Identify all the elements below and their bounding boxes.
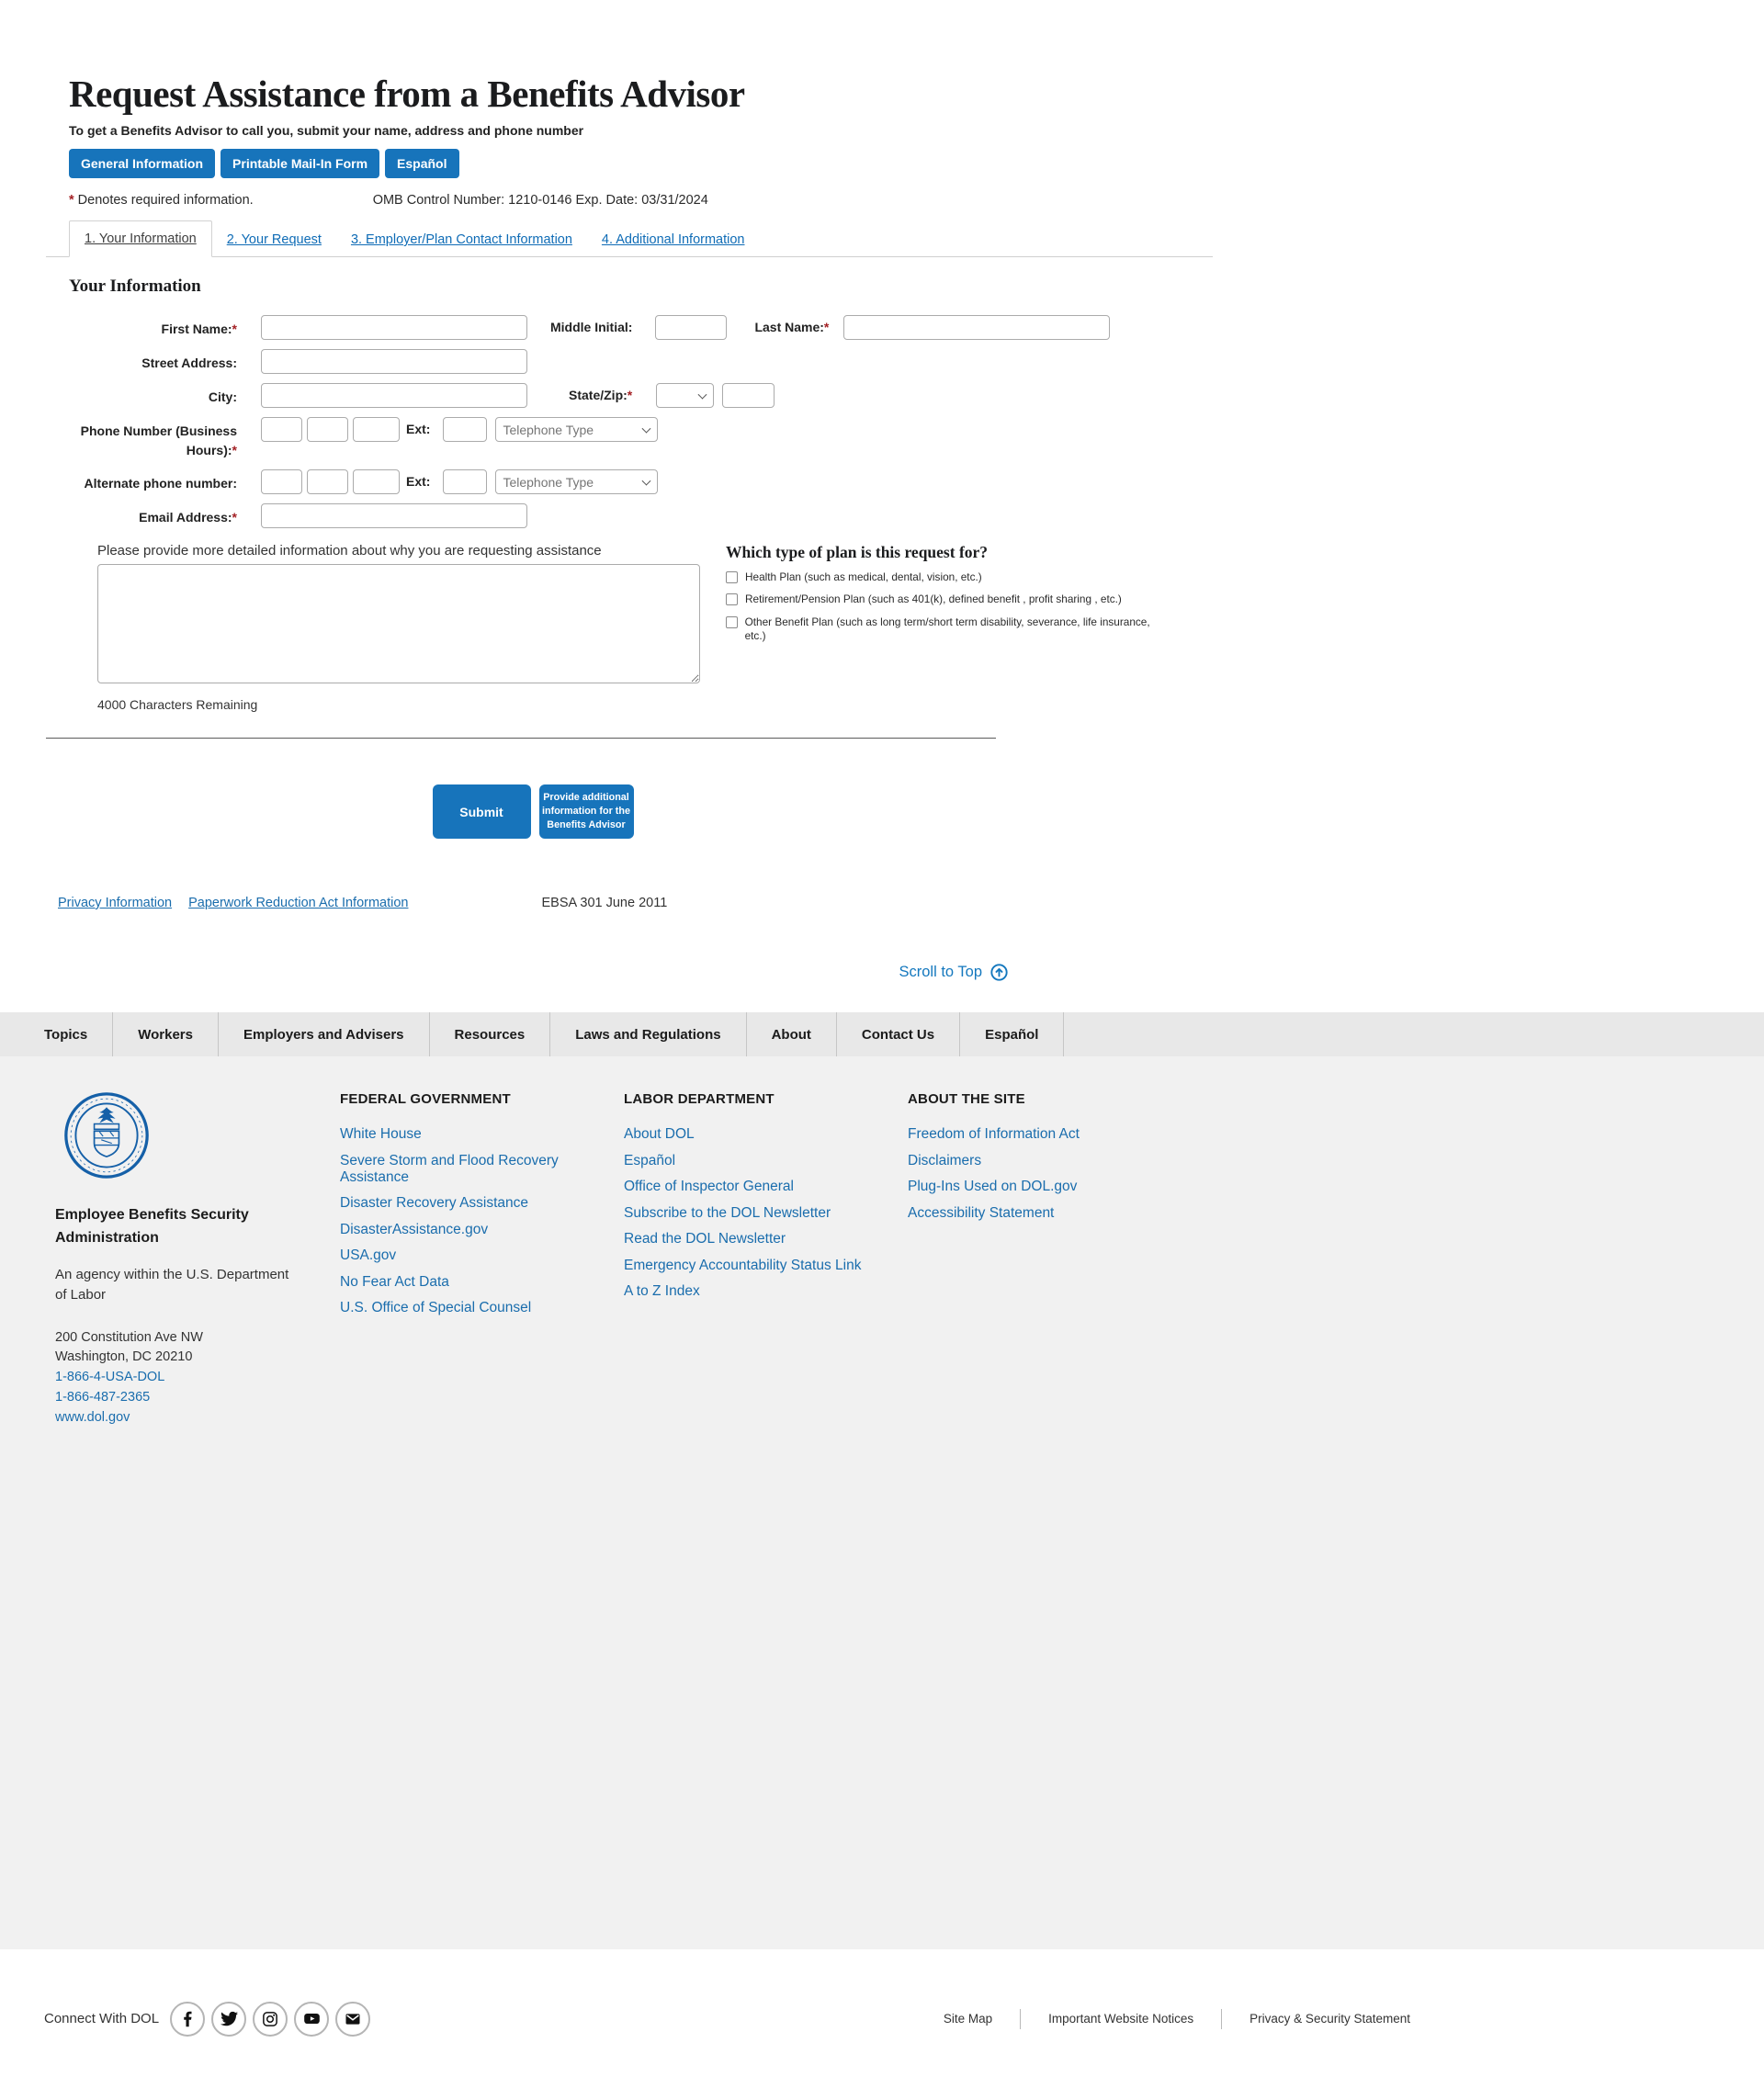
alt-phone-prefix-field[interactable] [307, 469, 348, 494]
email-label: Email Address:* [139, 510, 237, 525]
scroll-to-top-label: Scroll to Top [899, 964, 982, 980]
link-accessibility-statement[interactable]: Accessibility Statement [908, 1204, 1055, 1221]
footer-nav-espanol[interactable]: Español [960, 1012, 1064, 1056]
link-white-house[interactable]: White House [340, 1126, 422, 1142]
required-asterisk: * [232, 443, 237, 457]
agency-column [55, 1091, 296, 1428]
middle-initial-label: Middle Initial: [550, 320, 633, 334]
required-asterisk: * [69, 193, 74, 208]
espanol-button[interactable]: Español [385, 149, 458, 178]
name-row [69, 315, 1222, 340]
footer-nav-contact-us[interactable]: Contact Us [837, 1012, 960, 1056]
scroll-to-top-row [69, 964, 1008, 981]
phone-area-field[interactable] [261, 417, 302, 442]
tab-employer-plan-contact-link[interactable]: 3. Employer/Plan Contact Information [350, 232, 572, 247]
retirement-plan-checkbox[interactable] [726, 593, 738, 605]
facebook-icon[interactable] [170, 2002, 205, 2037]
scroll-to-top-link[interactable] [899, 964, 1009, 981]
required-note: Denotes required information. [77, 193, 254, 208]
link-espanol[interactable]: Español [624, 1152, 676, 1168]
page-title: Request Assistance from a Benefits Advisor [69, 73, 745, 115]
agency-address [55, 1328, 296, 1428]
tab-your-request[interactable] [212, 222, 336, 257]
arrow-up-circle-icon [990, 964, 1008, 981]
alternate-phone-row [69, 469, 1222, 494]
other-benefit-plan-checkbox[interactable] [726, 616, 738, 628]
link-office-special-counsel[interactable]: U.S. Office of Special Counsel [340, 1300, 532, 1315]
email-icon[interactable] [335, 2002, 370, 2037]
first-name-field[interactable] [261, 315, 527, 340]
footer-bottom-strip [0, 1949, 1764, 2088]
tab-employer-plan-contact[interactable] [336, 222, 587, 257]
retirement-plan-label: Retirement/Pension Plan (such as 401(k), defined benefit , profit sharing , etc.) [745, 593, 1122, 606]
agency-name: Employee Benefits Security Administration [55, 1207, 249, 1246]
divider [1221, 2009, 1222, 2029]
general-information-button[interactable]: General Information [69, 149, 215, 178]
footer-nav-laws-regulations[interactable]: Laws and Regulations [550, 1012, 746, 1056]
footer-legal-links [944, 2009, 1410, 2029]
tab-additional-information-link[interactable]: 4. Additional Information [601, 232, 745, 247]
health-plan-checkbox[interactable] [726, 571, 738, 583]
state-select[interactable] [656, 383, 714, 408]
printable-mail-in-form-button[interactable]: Printable Mail-In Form [220, 149, 379, 178]
health-plan-label: Health Plan (such as medical, dental, vision, etc.) [745, 570, 982, 583]
alt-phone-type-select[interactable] [495, 469, 658, 494]
federal-government-heading: FEDERAL GOVERNMENT [340, 1091, 511, 1107]
address-line-1: 200 Constitution Ave NW [55, 1329, 203, 1345]
street-address-row [69, 349, 1222, 374]
footer-nav [0, 1012, 1764, 1056]
link-severe-storm-flood-recovery[interactable]: Severe Storm and Flood Recovery Assistance [340, 1152, 559, 1185]
instagram-icon[interactable] [253, 2002, 288, 2037]
footer-nav-employers-advisers[interactable]: Employers and Advisers [219, 1012, 430, 1056]
required-note-row [69, 193, 1222, 208]
tab-your-information-link[interactable]: 1. Your Information [85, 231, 197, 246]
required-asterisk: * [627, 388, 633, 402]
plan-type-panel [726, 543, 1158, 688]
characters-remaining: 4000 Characters Remaining [97, 697, 258, 712]
alt-phone-area-field[interactable] [261, 469, 302, 494]
footer-nav-resources[interactable]: Resources [430, 1012, 551, 1056]
alt-phone-line-field[interactable] [353, 469, 400, 494]
required-asterisk: * [232, 322, 237, 336]
tab-your-request-link[interactable]: 2. Your Request [226, 232, 322, 247]
phone-link-usa-dol[interactable]: 1-866-4-USA-DOL [55, 1369, 165, 1384]
social-links [170, 2002, 370, 2037]
divider [1020, 2009, 1021, 2029]
street-address-field[interactable] [261, 349, 527, 374]
bottom-links-row [58, 896, 1222, 910]
link-no-fear-act-data[interactable]: No Fear Act Data [340, 1273, 449, 1290]
about-the-site-column [908, 1091, 1192, 1428]
link-a-to-z-index[interactable]: A to Z Index [624, 1283, 700, 1299]
omb-control-number: OMB Control Number: 1210-0146 Exp. Date: 03/31/2024 [372, 193, 708, 208]
health-plan-option[interactable] [726, 570, 1158, 584]
connect-with-dol-label: Connect With DOL [44, 2011, 160, 2026]
other-benefit-plan-label: Other Benefit Plan (such as long term/short term disability, severance, life insurance, etc.) [744, 615, 1150, 642]
email-field[interactable] [261, 503, 527, 528]
city-field[interactable] [261, 383, 527, 408]
footer-nav-about[interactable]: About [747, 1012, 837, 1056]
form-step-tabs [46, 220, 1213, 257]
phone-link-numeric[interactable]: 1-866-487-2365 [55, 1389, 151, 1405]
alt-phone-ext-field[interactable] [443, 469, 487, 494]
required-asterisk: * [823, 320, 830, 334]
address-line-2: Washington, DC 20210 [55, 1349, 193, 1364]
city-label: City: [208, 389, 237, 404]
section-divider [46, 738, 996, 739]
twitter-icon[interactable] [211, 2002, 246, 2037]
labor-department-column [624, 1091, 908, 1428]
link-disasterassistance-gov[interactable]: DisasterAssistance.gov [340, 1221, 489, 1237]
phone-prefix-field[interactable] [307, 417, 348, 442]
link-read-dol-newsletter[interactable]: Read the DOL Newsletter [624, 1231, 786, 1247]
site-footer [0, 1012, 1764, 2088]
email-row [69, 503, 1222, 528]
site-map-link[interactable]: Site Map [943, 2012, 993, 2026]
last-name-label: Last Name:* [754, 320, 830, 334]
link-disaster-recovery-assistance[interactable]: Disaster Recovery Assistance [340, 1195, 529, 1211]
last-name-field[interactable] [843, 315, 1110, 340]
paperwork-reduction-act-link[interactable]: Paperwork Reduction Act Information [188, 896, 409, 910]
form-id-text: EBSA 301 June 2011 [541, 896, 668, 910]
alt-phone-ext-label: Ext: [406, 474, 431, 489]
phone-number-group [261, 417, 400, 442]
detail-section [97, 543, 700, 688]
footer-nav-topics[interactable]: Topics [26, 1012, 113, 1056]
phone-type-select[interactable] [495, 417, 658, 442]
phone-ext-label: Ext: [406, 422, 431, 436]
main-content [46, 0, 1222, 981]
important-website-notices-link[interactable]: Important Website Notices [1048, 2012, 1194, 2026]
required-asterisk: * [232, 510, 237, 525]
link-plug-ins[interactable]: Plug-Ins Used on DOL.gov [908, 1179, 1078, 1194]
phone-label: Phone Number (Business Hours):* [80, 423, 237, 457]
link-disclaimers[interactable]: Disclaimers [908, 1152, 982, 1168]
link-office-inspector-general[interactable]: Office of Inspector General [624, 1179, 794, 1194]
retirement-plan-option[interactable] [726, 593, 1158, 606]
tab-your-information[interactable] [69, 220, 212, 257]
link-foia[interactable]: Freedom of Information Act [908, 1126, 1080, 1142]
privacy-information-link[interactable]: Privacy Information [58, 896, 173, 910]
federal-government-column [340, 1091, 624, 1428]
alternate-phone-number-group [261, 469, 400, 494]
detail-and-plan-row [69, 543, 1222, 688]
phone-row [69, 417, 1222, 460]
your-information-form [69, 315, 1222, 712]
zip-field[interactable] [722, 383, 775, 408]
city-state-zip-row [69, 383, 1222, 408]
dol-website-link[interactable]: www.dol.gov [55, 1409, 130, 1425]
provide-additional-info-button[interactable]: Provide additional information for the Benefits Advisor [539, 784, 634, 839]
state-zip-label: State/Zip:* [569, 388, 633, 402]
tab-additional-information[interactable] [587, 222, 760, 257]
phone-line-field[interactable] [353, 417, 400, 442]
privacy-security-statement-link[interactable]: Privacy & Security Statement [1250, 2012, 1410, 2026]
detail-prompt: Please provide more detailed information about why you are requesting assistance [97, 543, 602, 559]
detail-textarea[interactable] [97, 564, 700, 683]
footer-main [0, 1056, 1764, 1949]
link-subscribe-dol-newsletter[interactable]: Subscribe to the DOL Newsletter [624, 1204, 831, 1221]
first-name-label: First Name:* [161, 322, 237, 336]
agency-subtitle: An agency within the U.S. Department of Labor [55, 1266, 289, 1304]
labor-department-heading: LABOR DEPARTMENT [624, 1091, 775, 1107]
phone-ext-field[interactable] [443, 417, 487, 442]
link-about-dol[interactable]: About DOL [624, 1126, 695, 1142]
alternate-phone-label: Alternate phone number: [84, 476, 237, 491]
page-subtitle: To get a Benefits Advisor to call you, submit your name, address and phone number [69, 123, 584, 138]
other-benefit-plan-option[interactable] [726, 615, 1158, 644]
dol-seal [62, 1091, 296, 1184]
link-usa-gov[interactable]: USA.gov [340, 1247, 397, 1263]
link-emergency-accountability[interactable]: Emergency Accountability Status Link [624, 1257, 862, 1273]
section-title: Your Information [69, 277, 201, 296]
footer-nav-workers[interactable]: Workers [113, 1012, 219, 1056]
youtube-icon[interactable] [294, 2002, 329, 2037]
action-buttons [69, 784, 997, 839]
middle-initial-field[interactable] [655, 315, 727, 340]
top-button-group [69, 149, 1222, 178]
plan-question: Which type of plan is this request for? [726, 543, 989, 561]
street-address-label: Street Address: [141, 356, 237, 370]
submit-button[interactable]: Submit [433, 784, 531, 839]
about-the-site-heading: ABOUT THE SITE [908, 1091, 1025, 1107]
